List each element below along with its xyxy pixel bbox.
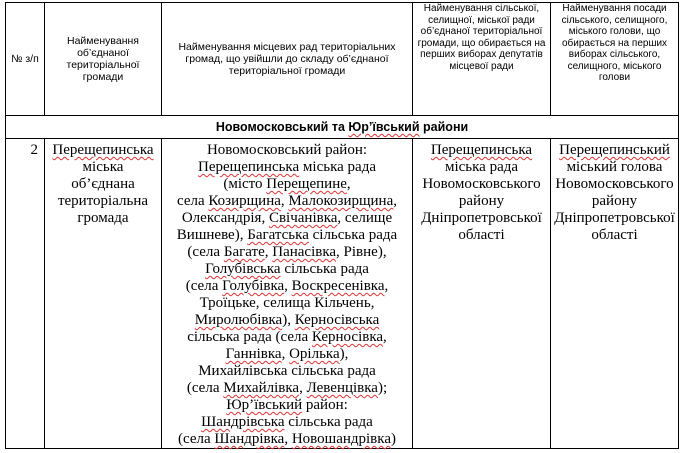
region-title xyxy=(6,116,679,139)
councils-line: Олександрія, Свічанівка, селище xyxy=(181,210,393,226)
header-council-name: Найменування сільської, селищної, міської ради об’єднаної територіальної громади, що обирається на перших виборах депутатів місцевої ради xyxy=(413,3,551,116)
head-position-line: Дніпропетровської xyxy=(554,210,675,226)
header-councils: Найменування місцевих рад територіальних громад, що увійшли до складу об’єднаної територіальної громади xyxy=(162,3,413,116)
council-name-line: Перещепинська xyxy=(430,142,533,158)
community-line: територіальна xyxy=(57,193,149,209)
community-line: Перещепинська xyxy=(52,142,154,158)
head-position-line: області xyxy=(591,227,638,243)
council-name-line: Дніпропетровської xyxy=(421,210,542,226)
header-community: Найменування об’єднаної територіальної громади xyxy=(45,3,162,116)
councils-line: (села Багате, Панасівка, Рівне), xyxy=(187,244,387,260)
row-community xyxy=(45,139,162,449)
councils-line: Троїцьке, селища Кільчень, xyxy=(199,295,375,311)
councils-line: (місто Перещепине, xyxy=(223,176,351,192)
councils-line: Голубівська сільська рада xyxy=(205,261,369,277)
councils-line: Михайлівська сільська рада xyxy=(198,363,376,379)
row-head-position xyxy=(551,139,679,449)
councils-line: Вишневе), Багатська сільська рада xyxy=(176,227,398,243)
councils-line: Новомосковський район: xyxy=(206,142,368,158)
councils-line: Перещепинська міська рада xyxy=(198,159,376,175)
councils-line: Шандрівська сільська рада xyxy=(201,414,373,430)
council-name-line: Новомосковського xyxy=(422,176,541,192)
head-position-line: Новомосковського xyxy=(555,176,674,192)
councils-line: Юр’ївський район: xyxy=(226,397,348,413)
region-title-text: Новомосковський та Юр’ївський райони xyxy=(215,120,469,134)
councils-line: (села Шандрівка, Новошандрівка) xyxy=(178,431,396,447)
councils-line: (села Михайлівка, Левенцівка); xyxy=(186,380,388,396)
community-line: громада xyxy=(77,210,129,226)
header-head-position: Найменування посади сільського, селищного, міського голови, що обирається на перших виборах сільського, селищного, міського голови xyxy=(551,3,679,116)
council-name-line: області xyxy=(458,227,505,243)
councils-line: Миролюбівка), Керносівська xyxy=(194,312,380,328)
row-council-name xyxy=(413,139,551,449)
councils-line: сільська рада (села Керносівка, xyxy=(187,329,387,345)
row-councils xyxy=(162,139,413,449)
council-name-line: міська рада xyxy=(444,159,519,175)
council-name-line: району xyxy=(458,193,505,209)
councils-line: Ганнівка, Орілька), xyxy=(225,346,349,362)
councils-line: (села Голубівка, Воскресенівка, xyxy=(185,278,389,294)
head-position-line: району xyxy=(591,193,638,209)
community-line: міська xyxy=(82,159,124,175)
row-number: 2 xyxy=(6,139,45,449)
community-line: об’єднана xyxy=(71,176,135,192)
communities-table xyxy=(5,2,679,449)
head-position-line: міський голова xyxy=(566,159,663,175)
header-number: № з/п xyxy=(6,3,45,116)
councils-line: села Козирщина, Малокозирщина, xyxy=(177,193,397,209)
head-position-line: Перещепинський xyxy=(559,142,670,158)
